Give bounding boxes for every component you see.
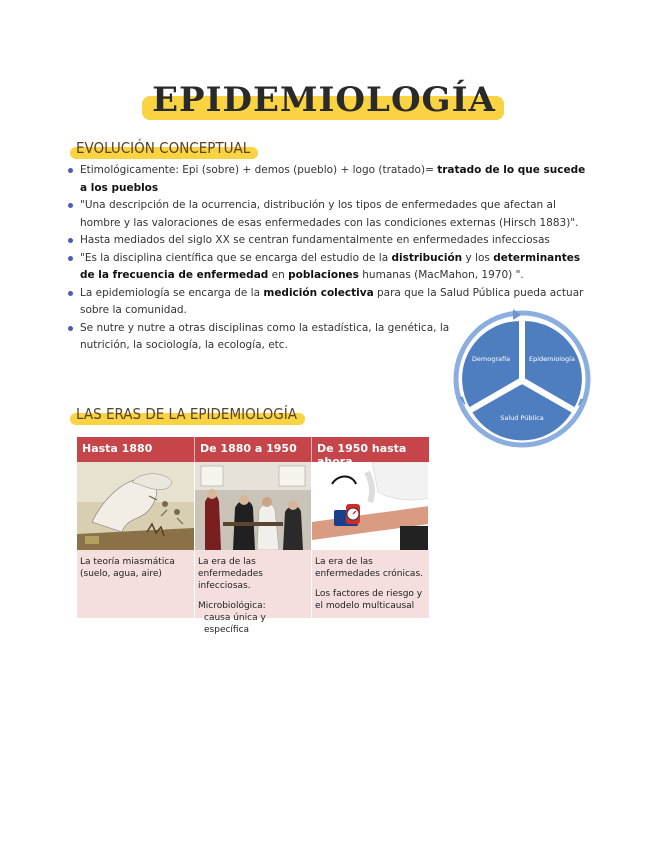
section-heading-evolucion: EVOLUCIÓN CONCEPTUAL: [72, 139, 254, 157]
bullet-bold: medición colectiva: [263, 286, 374, 299]
bullet-bold: tratado de lo que sucede a los pueblos: [80, 164, 586, 194]
era-desc-2: [195, 550, 312, 635]
bullet-text: para que la Salud Pública pueda actuar sobre la comunidad.: [80, 286, 584, 316]
era-sub-text: causa única y específica: [204, 613, 266, 635]
era-image-tension: [312, 462, 429, 550]
bullet-etimologia: [68, 162, 588, 197]
section-heading-eras: LAS ERAS DE LA EPIDEMIOLOGÍA: [72, 405, 301, 423]
era-image-laboratorio: [195, 462, 312, 550]
bullet-text: "Es la disciplina científica que se encarga del estudio de la: [80, 251, 392, 264]
bullet-text: Etimológicamente: Epi (sobre) + demos (pueblo) + logo (tratado)=: [80, 164, 438, 176]
era-header-2: De 1880 a 1950: [195, 437, 312, 462]
era-desc-text: La era de las enfermedades infecciosas.: [198, 557, 263, 591]
eras-table: [77, 437, 429, 635]
bullet-bold: poblaciones: [288, 269, 359, 281]
era-header-3: De 1950 hasta: [312, 437, 429, 462]
label-epidemiologia: Epidemiología: [529, 355, 575, 363]
bullet-text: "Una descripción de la ocurrencia, distribución y los tipos de enfermedades que afectan al hombre y las valoraciones de esas enfermedades con las condiciones externas (Hirsch 1883)".: [80, 199, 579, 229]
bullet-text: La epidemiología se encarga de la: [80, 286, 264, 299]
page-title: EPIDEMIOLOGÍA: [146, 80, 502, 120]
era-desc-3: [312, 550, 429, 618]
bullet-text: humanas (MacMahon, 1970) ".: [358, 269, 524, 281]
era-sub-title: Los factores de riesgo y el modelo multicausal: [315, 589, 423, 611]
bullet-disciplinas: [68, 320, 450, 355]
bullet-bold: determinantes de la frecuencia de enfermedad: [80, 251, 581, 281]
cycle-diagram: [453, 305, 591, 449]
bullet-text: en: [268, 269, 289, 281]
era-image-miasma: [77, 462, 195, 550]
era-sub-title: Microbiológica:: [198, 601, 266, 611]
bullet-text: y los: [462, 251, 494, 264]
bullet-text: Hasta mediados del siglo XX se centran fundamentalmente en enfermedades infecciosas: [80, 234, 550, 246]
era-desc-text: La teoría miasmática (suelo, agua, aire): [80, 557, 175, 579]
era-desc-1: [77, 550, 195, 618]
bullet-hirsch: [68, 197, 588, 232]
label-demografia: Demografía: [471, 355, 511, 363]
bullet-macmahon: [68, 250, 588, 285]
bullet-bold: distribución: [391, 251, 463, 264]
bullet-siglo-xx: [68, 232, 588, 250]
label-salud-publica: Salud Pública: [500, 414, 544, 422]
bullet-text: Se nutre y nutre a otras disciplinas como la estadística, la genética, la nutrición, la sociología, la ecología, etc.: [80, 321, 450, 351]
era-desc-text: La era de las enfermedades crónicas.: [315, 557, 423, 579]
era-header-1: Hasta 1880: [77, 437, 195, 462]
